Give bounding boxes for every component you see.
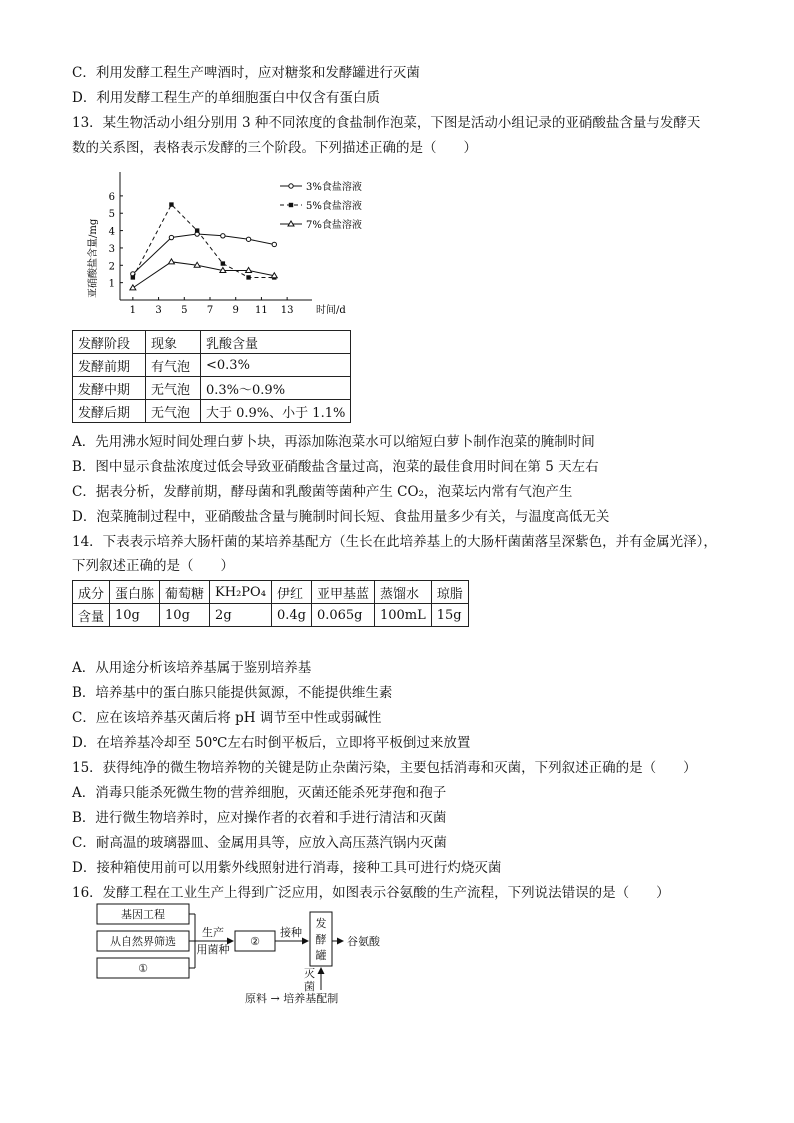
table-cell: 无气泡 <box>146 400 201 423</box>
question-16-stem: 16．发酵工程在工业生产上得到广泛应用，如图表示谷氨酸的生产流程，下列说法错误的是（ ） <box>72 885 670 901</box>
option-15b: B．进行微生物培养时，应对操作者的衣着和手进行清洁和灭菌 <box>72 810 447 826</box>
question-13-stem: 13．某生物活动小组分别用 3 种不同浓度的食盐制作泡菜，下图是活动小组记录的亚硝酸盐含量与发酵天 <box>72 115 701 131</box>
option-14c: C．应在该培养基灭菌后将 pH 调节至中性或弱碱性 <box>72 710 382 726</box>
flow-label-1: ① <box>138 962 148 975</box>
data-point <box>131 275 135 279</box>
table-cell: 蛋白胨 <box>110 581 160 604</box>
table-row <box>73 377 351 400</box>
table-cell: 有气泡 <box>146 354 201 377</box>
table-cell: 10g <box>110 604 160 627</box>
y-tick-label: 6 <box>108 191 115 203</box>
table-cell: 发酵前期 <box>73 354 146 377</box>
medium-recipe-table <box>72 580 469 627</box>
x-tick-label: 1 <box>129 305 137 316</box>
flow-label-fermenter-3: 罐 <box>315 949 327 962</box>
flow-label-strain: 用菌种 <box>196 943 230 956</box>
flow-label-fermenter-2: 酵 <box>315 933 327 946</box>
table-header-cell: 现象 <box>146 331 201 354</box>
series-line-1 <box>133 234 274 274</box>
data-point <box>195 228 199 232</box>
y-tick-label: 5 <box>108 209 115 221</box>
table-row <box>73 400 351 423</box>
data-point <box>221 234 225 238</box>
legend-marker <box>289 184 293 188</box>
y-tick-label: 3 <box>108 243 115 255</box>
table-cell: 0.065g <box>311 604 374 627</box>
table-header-row <box>73 331 351 354</box>
table-row <box>73 604 469 627</box>
data-point <box>221 261 225 265</box>
series-line-3 <box>133 262 274 288</box>
table-cell: 发酵后期 <box>73 400 146 423</box>
option-15a: A．消毒只能杀死微生物的营养细胞，灭菌还能杀死芽孢和孢子 <box>72 785 447 801</box>
flow-label-glutamate: 谷氨酸 <box>347 935 380 948</box>
x-tick-label: 5 <box>181 305 188 316</box>
x-tick-label: 9 <box>232 305 239 316</box>
y-tick-label: 2 <box>108 261 115 273</box>
x-tick-label: 3 <box>155 305 162 316</box>
table-cell: KH₂PO₄ <box>210 581 272 604</box>
table-cell: <0.3% <box>201 354 351 377</box>
flow-label-fermenter-1: 发 <box>315 917 327 930</box>
data-point <box>169 235 173 239</box>
flow-label-raw-material: 原料 → 培养基配制 <box>245 992 339 1005</box>
glutamate-flow-diagram <box>95 900 395 1005</box>
table-cell: 2g <box>210 604 272 627</box>
flow-label-gene-engineering: 基因工程 <box>121 908 165 921</box>
table-cell: 含量 <box>73 604 110 627</box>
legend-marker <box>289 203 293 207</box>
table-cell: 发酵中期 <box>73 377 146 400</box>
table-cell: 葡萄糖 <box>160 581 210 604</box>
table-cell: 亚甲基蓝 <box>311 581 374 604</box>
x-tick-label: 11 <box>255 305 268 316</box>
table-header-cell: 乳酸含量 <box>201 331 351 354</box>
table-cell: 成分 <box>73 581 110 604</box>
question-15-stem: 15．获得纯净的微生物培养物的关键是防止杂菌污染，主要包括消毒和灭菌，下列叙述正确的是（ ） <box>72 760 697 776</box>
x-tick-label: 7 <box>206 305 214 316</box>
legend-label-3: 7%食盐溶液 <box>306 220 362 231</box>
option-13b: B．图中显示食盐浓度过低会导致亚硝酸盐含量过高，泡菜的最佳食用时间在第 5 天左右 <box>72 459 599 475</box>
y-tick-label: 1 <box>108 278 115 290</box>
flow-label-inoculate: 接种 <box>280 926 302 939</box>
x-tick-label: 13 <box>280 305 294 316</box>
table-row <box>73 581 469 604</box>
data-point <box>130 285 136 290</box>
option-13a: A．先用沸水短时间处理白萝卜块，再添加陈泡菜水可以缩短白萝卜制作泡菜的腌制时间 <box>72 434 595 450</box>
option-13d: D．泡菜腌制过程中，亚硝酸盐含量与腌制时间长短、食盐用量多少有关，与温度高低无关 <box>72 509 610 525</box>
question-13-stem-cont: 数的关系图，表格表示发酵的三个阶段。下列描述正确的是（ ） <box>72 140 477 156</box>
nitrite-chart <box>72 172 402 322</box>
data-point <box>168 259 174 264</box>
legend-label-1: 3%食盐溶液 <box>306 182 362 193</box>
option-15c: C．耐高温的玻璃器皿、金属用具等，应放入高压蒸汽锅内灭菌 <box>72 835 447 851</box>
option-13c: C．据表分析，发酵前期，酵母菌和乳酸菌等菌种产生 CO₂，泡菜坛内常有气泡产生 <box>72 484 573 500</box>
table-cell: 无气泡 <box>146 377 201 400</box>
flow-label-produce: 生产 <box>202 926 224 939</box>
fermentation-stage-table <box>72 330 351 423</box>
table-cell: 100mL <box>374 604 431 627</box>
option-12d: D．利用发酵工程生产的单细胞蛋白中仅含有蛋白质 <box>72 90 380 106</box>
flow-label-sterilize-2: 菌 <box>304 980 315 993</box>
table-cell: 10g <box>160 604 210 627</box>
question-14-stem: 14．下表表示培养大肠杆菌的某培养基配方（生长在此培养基上的大肠杆菌菌落呈深紫色，并有金属光泽）， <box>72 534 717 550</box>
table-cell: 蒸馏水 <box>374 581 431 604</box>
flow-label-2: ② <box>250 935 260 948</box>
table-cell: 0.4g <box>271 604 311 627</box>
option-14a: A．从用途分析该培养基属于鉴别培养基 <box>72 660 312 676</box>
table-cell: 15g <box>431 604 468 627</box>
y-tick-label: 4 <box>108 226 115 238</box>
table-cell: 大于 0.9%、小于 1.1% <box>201 400 351 423</box>
flow-label-natural-screen: 从自然界筛选 <box>110 935 176 948</box>
y-axis-label: 亚硝酸盐含量/mg <box>88 218 99 298</box>
data-point <box>246 275 250 279</box>
option-14b: B．培养基中的蛋白胨只能提供氮源，不能提供维生素 <box>72 685 393 701</box>
option-12c: C．利用发酵工程生产啤酒时，应对糖浆和发酵罐进行灭菌 <box>72 65 420 81</box>
table-header-cell: 发酵阶段 <box>73 331 146 354</box>
option-14d: D．在培养基冷却至 50℃左右时倒平板后，立即将平板倒过来放置 <box>72 735 471 751</box>
question-14-stem-cont: 下列叙述正确的是（ ） <box>72 558 234 574</box>
table-row <box>73 354 351 377</box>
flow-label-sterilize-1: 灭 <box>304 967 315 980</box>
option-15d: D．接种箱使用前可以用紫外线照射进行消毒，接种工具可进行灼烧灭菌 <box>72 860 502 876</box>
data-point <box>246 237 250 241</box>
data-point <box>272 242 276 246</box>
data-point <box>169 202 173 206</box>
table-cell: 伊红 <box>271 581 311 604</box>
table-cell: 0.3%～0.9% <box>201 377 351 400</box>
table-cell: 琼脂 <box>431 581 468 604</box>
legend-label-2: 5%食盐溶液 <box>306 201 362 212</box>
x-axis-label: 时间/d <box>316 305 346 316</box>
